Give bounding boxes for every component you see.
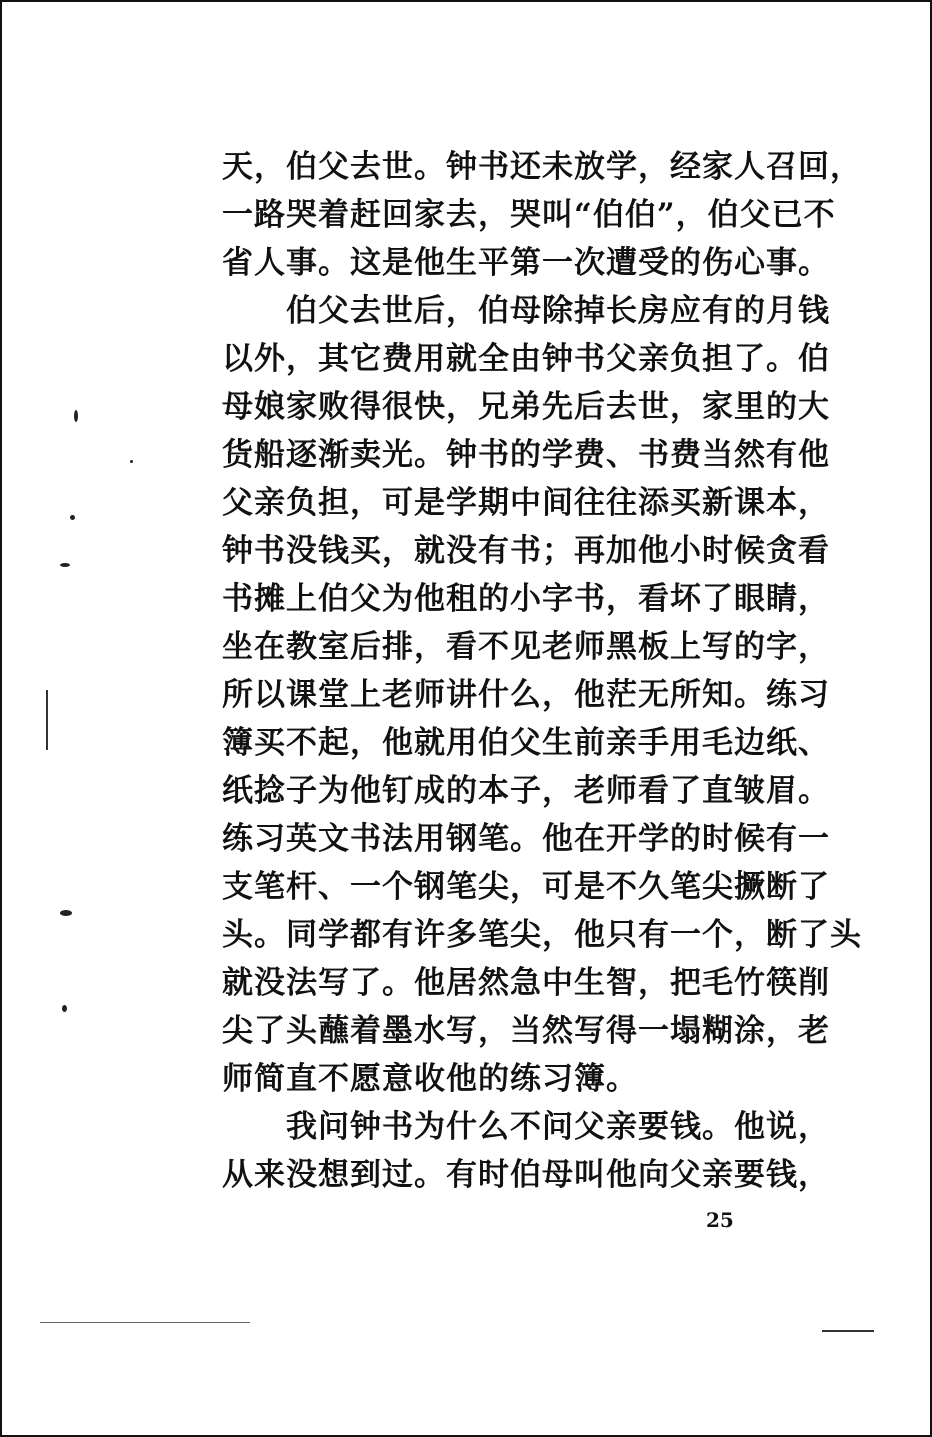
scan-line [46,690,48,750]
text-line: 以外，其它费用就全由钟书父亲负担了。伯 [222,341,830,377]
text-line: 钟书没钱买，就没有书；再加他小时候贪看 [222,533,830,569]
text-line: 就没法写了。他居然急中生智，把毛竹筷削 [222,965,830,1001]
page-border-left [0,0,2,1437]
text-line: 纸捻子为他钉成的本子，老师看了直皱眉。 [222,773,830,809]
text-line: 从来没想到过。有时伯母叫他向父亲要钱， [222,1157,830,1193]
text-line: 货船逐渐卖光。钟书的学费、书费当然有他 [222,437,830,473]
text-line: 母娘家败得很快，兄弟先后去世，家里的大 [222,389,830,425]
scan-line [822,1330,874,1332]
text-line: 我问钟书为什么不问父亲要钱。他说， [222,1109,830,1145]
scan-speck [60,910,72,916]
scan-speck [60,563,70,567]
text-line: 父亲负担，可是学期中间往往添买新课本， [222,485,830,521]
text-line: 所以课堂上老师讲什么，他茫无所知。练习 [222,677,830,713]
text-line: 天，伯父去世。钟书还未放学，经家人召回， [222,149,862,185]
text-line: 支笔杆、一个钢笔尖，可是不久笔尖撅断了 [222,869,830,905]
page-border-top [0,0,932,2]
scan-speck [70,515,75,520]
scan-line [40,1322,250,1323]
text-line: 一路哭着赶回家去，哭叫“伯伯”，伯父已不 [222,197,836,233]
page-number: 25 [706,1208,734,1232]
text-line: 簿买不起，他就用伯父生前亲手用毛边纸、 [222,725,830,761]
text-line: 坐在教室后排，看不见老师黑板上写的字， [222,629,830,665]
text-line: 书摊上伯父为他租的小字书，看坏了眼睛， [222,581,830,617]
text-line: 练习英文书法用钢笔。他在开学的时候有一 [222,821,830,857]
text-line: 师简直不愿意收他的练习簿。 [222,1061,638,1097]
scan-speck [62,1005,67,1012]
text-line: 尖了头蘸着墨水写，当然写得一塌糊涂，老 [222,1013,830,1049]
text-line: 伯父去世后，伯母除掉长房应有的月钱 [222,293,830,329]
body-text [222,143,862,1199]
text-line: 头。同学都有许多笔尖，他只有一个，断了头 [222,917,862,953]
scan-speck [74,410,78,422]
text-line: 省人事。这是他生平第一次遭受的伤心事。 [222,245,830,281]
scan-speck [130,460,133,463]
